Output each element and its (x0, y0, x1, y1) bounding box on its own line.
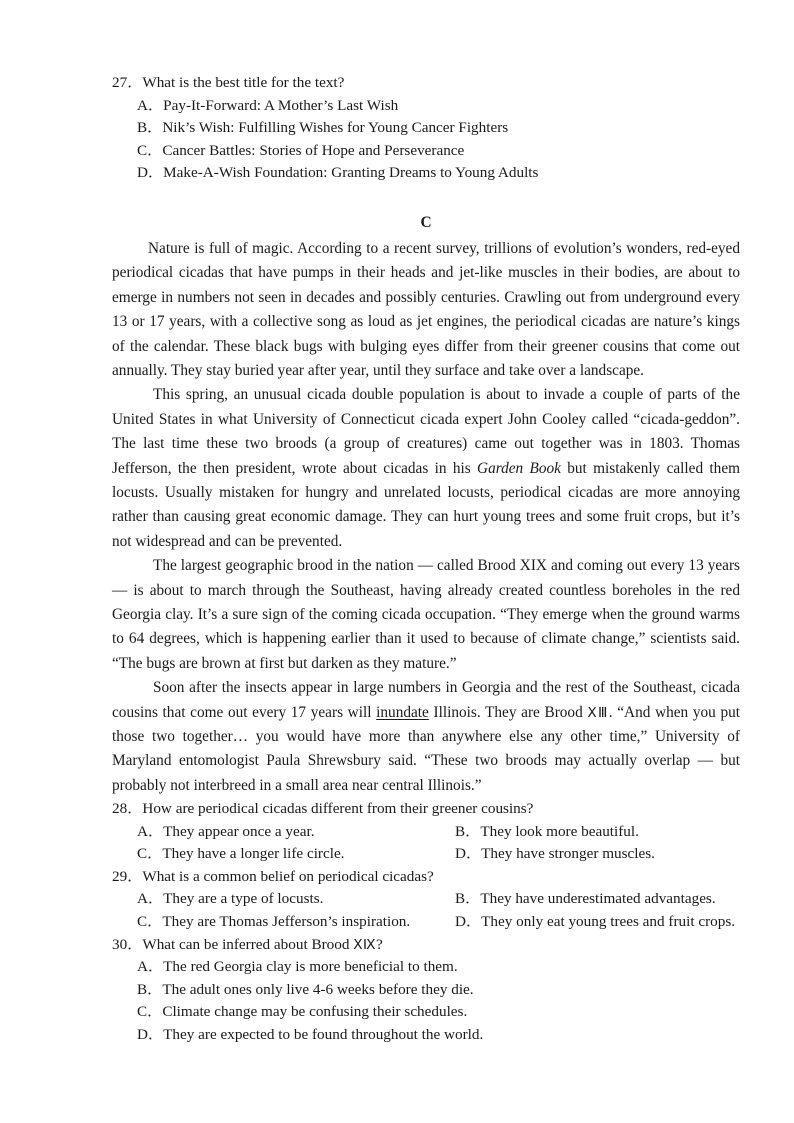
option-d-text: They are expected to be found throughout the world. (163, 1025, 484, 1043)
paragraph-4-part2: Illinois. They are Brood (428, 703, 588, 721)
option-c-letter: C． (137, 1003, 163, 1021)
paragraph-2-part1: This spring, an unusual cicada double population is about to invade a couple of parts of the United States in what University of Connecticut cicada expert John Cooley called “cicada-geddon”. The last time these two broods (a group of creatures) came out together was in 1803. Thomas Jefferson, the then president, wrote about cicadas in his (112, 386, 740, 477)
question-30-number: 30． (112, 935, 143, 953)
option-c-text: They have a longer life circle. (162, 845, 345, 863)
roman-numeral-brood-xiii: ⅩⅢ (587, 704, 609, 721)
question-28-options-row-1 (112, 821, 740, 844)
option-c[interactable] (137, 843, 455, 866)
option-d-text: Make-A-Wish Foundation: Granting Dreams to Young Adults (163, 164, 539, 182)
option-b-text: The adult ones only live 4-6 weeks before they die. (162, 980, 474, 998)
question-27-number: 27． (112, 74, 143, 91)
spacer (112, 185, 740, 212)
option-a-text: They appear once a year. (163, 822, 315, 840)
option-b-letter: B． (137, 119, 163, 137)
option-d-letter: D． (137, 164, 164, 182)
option-b[interactable] (455, 821, 740, 844)
passage-section-letter: C (420, 213, 432, 231)
option-a[interactable] (112, 956, 740, 979)
option-b-letter: B． (455, 890, 481, 908)
option-d-text: They only eat young trees and fruit crops. (481, 913, 736, 930)
option-a[interactable] (137, 821, 455, 844)
passage-paragraph-4 (112, 676, 740, 798)
option-a-letter: A． (137, 958, 164, 976)
passage-paragraph-1: Nature is full of magic. According to a recent survey, trillions of evolution’s wonders, red-eyed periodical cicadas that have pumps in their heads and jet-like muscles in their bodies, are about to emerge in numbers not seen in decades and possibly centuries. Crawling out from underground every 13 or 17 years, with a collective song as loud as jet engines, the periodical cicadas are nature’s kings of the calendar. These black bugs with bulging eyes differ from their greener cousins that come out annually. They stay buried year after year, until they surface and take over a landscape. (112, 239, 740, 379)
question-29-stem (112, 866, 740, 889)
option-d[interactable] (455, 843, 740, 866)
question-30 (112, 934, 740, 1047)
option-d-letter: D． (455, 913, 482, 930)
question-28 (112, 798, 740, 866)
option-c-text: Cancer Battles: Stories of Hope and Perseverance (162, 141, 465, 159)
option-b-letter: B． (137, 980, 163, 998)
option-b[interactable] (455, 888, 740, 911)
option-c[interactable] (137, 911, 455, 934)
option-b[interactable] (112, 979, 740, 1002)
question-29-stem-text: What is a common belief on periodical cicadas? (142, 867, 434, 885)
question-28-stem (112, 798, 740, 821)
question-28-number: 28． (112, 800, 143, 818)
option-d-letter: D． (137, 1025, 164, 1043)
book-title-garden-book: Garden Book (477, 459, 561, 477)
option-b-text: They look more beautiful. (480, 822, 639, 840)
underlined-word-inundate: inundate (376, 703, 429, 721)
question-29 (112, 866, 740, 934)
question-29-options-row-1 (112, 888, 740, 911)
option-a-letter: A． (137, 96, 164, 114)
passage-paragraph-3: The largest geographic brood in the nation — called Brood XIX and coming out every 13 years — is about to march through the Southeast, having already created countless boreholes in the red Georgia clay. It’s a sure sign of the coming cicada occupation. “They emerge when the ground warms to 64 degrees, which is happening earlier than it used to because of climate change,” scientists said. “The bugs are brown at first but darken as they mature.” (112, 557, 740, 672)
question-30-options (112, 956, 740, 1046)
question-28-stem-text: How are periodical cicadas different from their greener cousins? (142, 800, 534, 818)
question-27-options (112, 95, 740, 185)
question-27-stem (112, 72, 740, 95)
question-30-stem (112, 934, 740, 957)
option-c-text: Climate change may be confusing their schedules. (162, 1003, 468, 1021)
question-30-stem-suffix: ? (376, 935, 383, 953)
option-c-letter: C． (137, 141, 163, 159)
option-b-letter: B． (455, 822, 481, 840)
passage-paragraph-2 (112, 383, 740, 554)
page-content (112, 72, 740, 1046)
roman-numeral-brood-xix: ⅩⅨ (353, 936, 377, 953)
question-29-number: 29． (112, 867, 143, 885)
option-d[interactable] (112, 162, 740, 185)
question-30-stem-prefix: What can be inferred about Brood (142, 935, 354, 953)
option-a[interactable] (137, 888, 455, 911)
question-27-stem-text: What is the best title for the text? (142, 74, 345, 91)
option-c-text: They are Thomas Jefferson’s inspiration. (162, 913, 411, 930)
option-a[interactable] (112, 95, 740, 118)
paragraph-4-part1: Soon after the insects appear in large numbers in Georgia and the rest of the Southeast, cicada cousins that come out every 17 years will (112, 679, 740, 721)
option-d-letter: D． (455, 845, 482, 863)
option-a-text: The red Georgia clay is more beneficial to them. (163, 958, 458, 976)
paragraph-4-part3: . “And when you put those two together… you would have more than anywhere else any other time,” University of Maryland entomologist Paula Shrewsbury said. “These two broods may actually overlap — but probably not interbreed in a small area near central Illinois.” (112, 703, 741, 794)
option-a-letter: A． (137, 890, 164, 908)
option-c-letter: C． (137, 845, 163, 863)
option-b[interactable] (112, 117, 740, 140)
option-d[interactable] (455, 911, 740, 934)
question-29-options-row-2 (112, 911, 740, 934)
paragraph-2-part2: but mistakenly called them locusts. Usually mistaken for hungry and unrelated locusts, periodical cicadas are more annoying rather than causing great economic damage. They can hurt young trees and some fruit crops, but it’s not widespread and can be prevented. (112, 459, 741, 550)
option-a-text: They are a type of locusts. (163, 890, 324, 908)
option-c[interactable] (112, 1001, 740, 1024)
option-b-text: They have underestimated advantages. (480, 890, 716, 908)
option-c-letter: C． (137, 913, 163, 930)
option-a-letter: A． (137, 822, 164, 840)
option-d[interactable] (112, 1024, 740, 1047)
option-b-text: Nik’s Wish: Fulfilling Wishes for Young Cancer Fighters (162, 119, 509, 137)
question-28-options-row-2 (112, 843, 740, 866)
option-a-text: Pay-It-Forward: A Mother’s Last Wish (163, 96, 399, 114)
question-27 (112, 72, 740, 185)
option-d-text: They have stronger muscles. (481, 845, 655, 863)
option-c[interactable] (112, 140, 740, 163)
